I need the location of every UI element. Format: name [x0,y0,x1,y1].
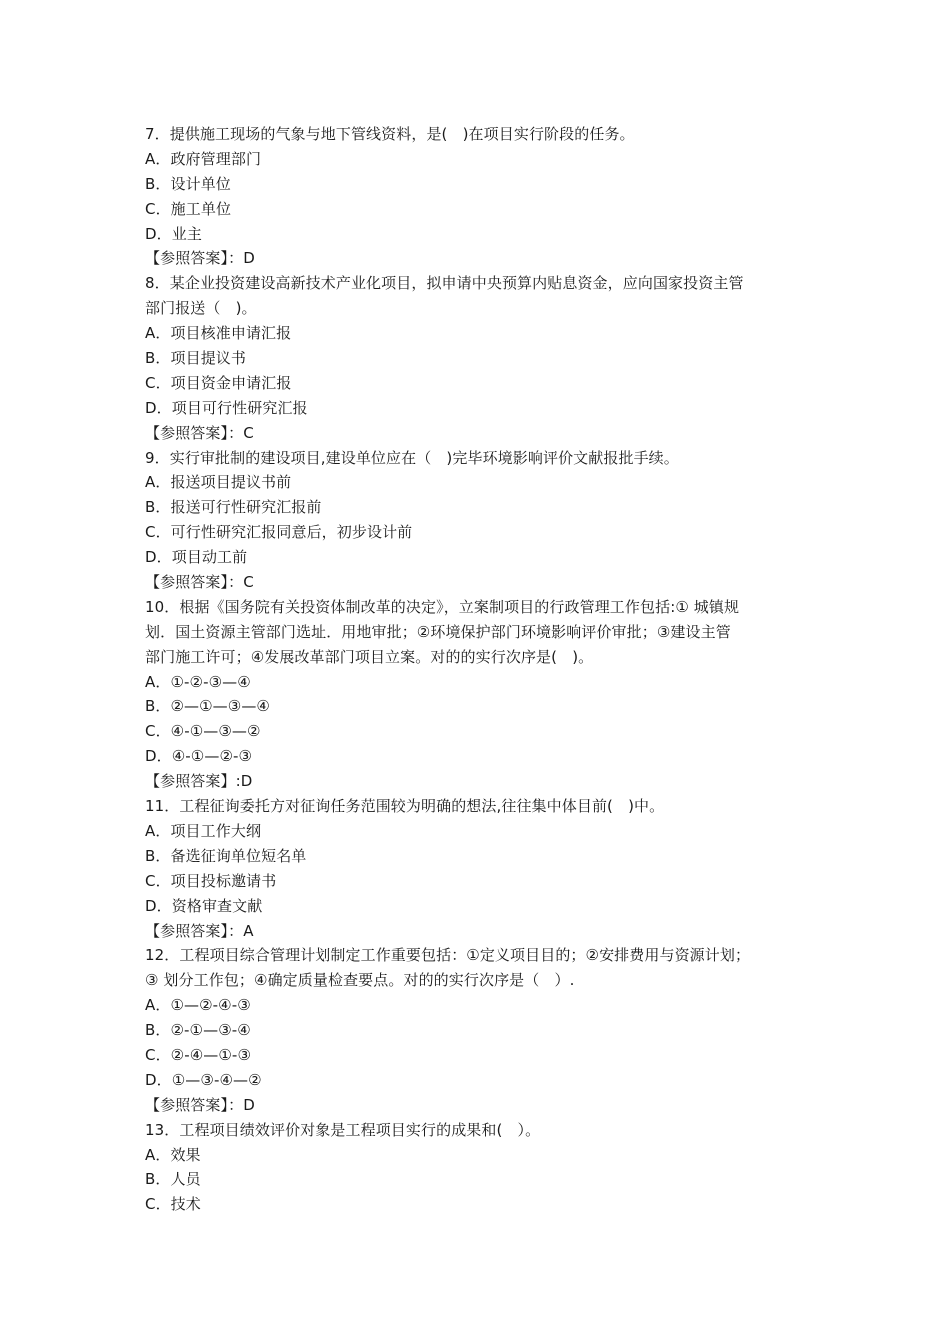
question-7 [145,122,813,271]
option-a: A．项目核准申请汇报 [145,324,292,343]
option-c: C．④-①—③—② [145,722,261,741]
reference-answer: 【参照答案】：C [145,423,254,442]
reference-answer: 【参照答案】：A [145,921,254,940]
question-text-cont: ③ 划分工作包；④确定质量检查要点。对的的实行次序是（ ）. [145,971,575,990]
option-b: B．备选征询单位短名单 [145,846,307,865]
question-text: 13．工程项目绩效评价对象是工程项目实行的成果和( ）。 [145,1120,541,1139]
option-a: A．①-②-③—④ [145,672,251,691]
option-c: C．项目资金申请汇报 [145,373,292,392]
option-a: A．效果 [145,1145,201,1164]
question-8 [145,271,813,445]
option-b: B．②—①—③—④ [145,697,270,716]
question-13 [145,1118,813,1218]
option-d: D．资格审查文献 [145,896,263,915]
reference-answer: 【参照答案】:D [145,772,253,791]
question-text: 7．提供施工现场的气象与地下管线资料，是( )在项目实行阶段的任务。 [145,125,635,143]
option-b: B．②-①—③-④ [145,1021,251,1040]
option-d: D．项目可行性研究汇报 [145,398,308,417]
question-text: 12．工程项目综合管理计划制定工作重要包括：①定义项目目的；②安排费用与资源计划； [145,946,751,965]
question-9 [145,446,813,595]
reference-answer: 【参照答案】：D [145,249,255,268]
option-b: B．报送可行性研究汇报前 [145,498,322,517]
option-a: A．①—②-④-③ [145,996,251,1015]
option-c: C．技术 [145,1195,201,1214]
question-text: 8．某企业投资建设高新技术产业化项目，拟申请中央预算内贴息资金，应向国家投资主管 [145,274,744,293]
option-d: D．①—③-④—② [145,1070,262,1089]
option-b: B．人员 [145,1170,201,1189]
question-text: 9．实行审批制的建设项目,建设单位应在（ )完毕环境影响评价文献报批手续。 [145,448,679,467]
option-a: A．政府管理部门 [145,149,262,168]
option-c: C．项目投标邀请书 [145,871,277,890]
option-d: D．项目动工前 [145,548,248,567]
option-c: C．②-④—①-③ [145,1045,251,1064]
document-page [145,122,813,1217]
question-10 [145,595,813,794]
question-text-cont: 部门施工许可；④发展改革部门项目立案。对的的实行次序是( )。 [145,647,594,666]
question-text-cont: 划．国土资源主管部门选址．用地审批；②环境保护部门环境影响评价审批；③建设主管 [145,622,731,641]
question-12 [145,943,813,1117]
question-text-cont: 部门报送（ )。 [145,299,257,318]
option-b: B．设计单位 [145,174,231,193]
option-d: D．业主 [145,224,202,243]
reference-answer: 【参照答案】：C [145,573,254,592]
option-a: A．项目工作大纲 [145,821,262,840]
reference-answer: 【参照答案】：D [145,1095,255,1114]
option-c: C．施工单位 [145,199,232,218]
question-text: 11．工程征询委托方对征询任务范围较为明确的想法,往往集中体目前( )中。 [145,797,665,816]
question-text: 10．根据《国务院有关投资体制改革的决定》，立案制项目的行政管理工作包括:① 城镇规 [145,597,740,616]
option-d: D．④-①—②-③ [145,747,253,766]
option-a: A．报送项目提议书前 [145,473,292,492]
option-b: B．项目提议书 [145,349,246,368]
option-c: C．可行性研究汇报同意后，初步设计前 [145,523,413,542]
question-11 [145,794,813,943]
